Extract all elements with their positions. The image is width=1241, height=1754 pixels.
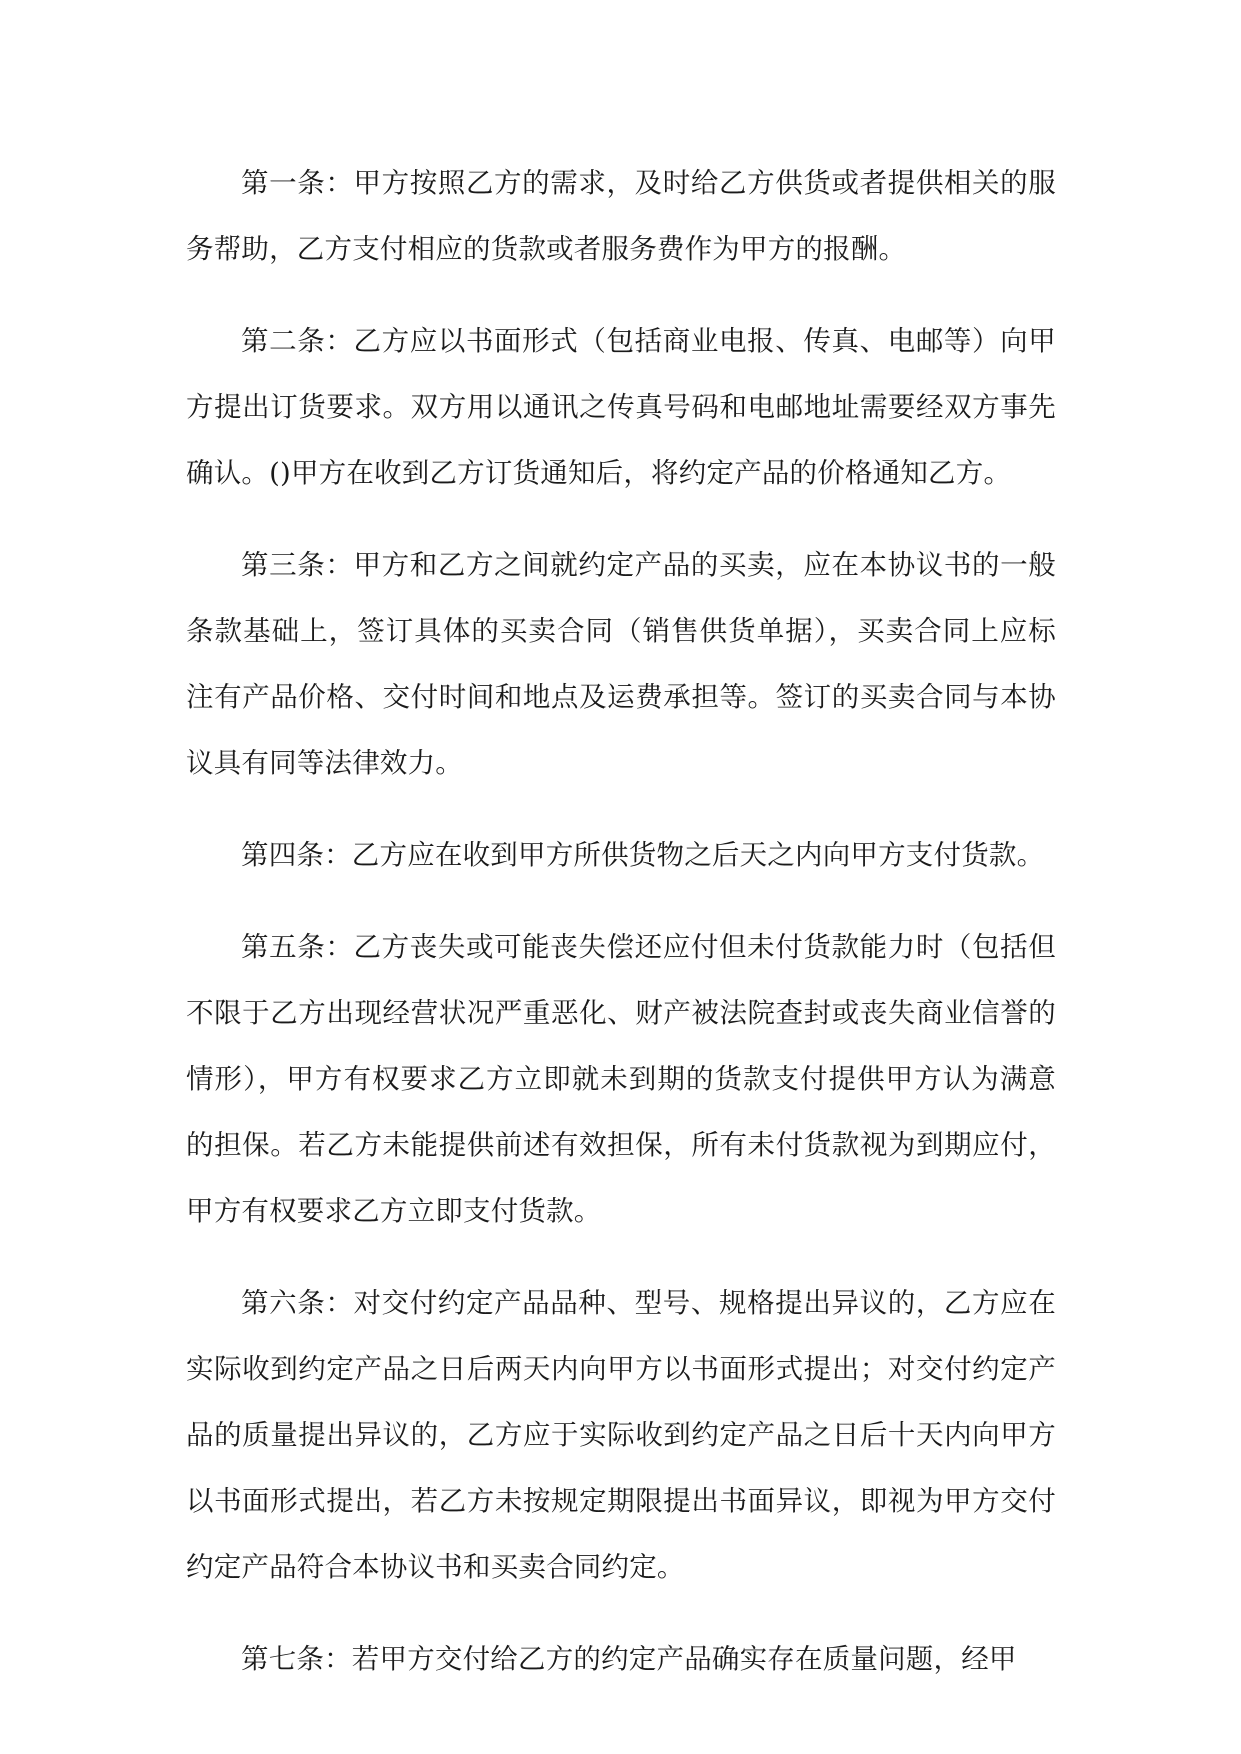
clause-3: 第三条：甲方和乙方之间就约定产品的买卖，应在本协议书的一般条款基础上，签订具体的买卖合同（销售供货单据），买卖合同上应标注有产品价格、交付时间和地点及运费承担等。签订的买卖合同与本协议具有同等法律效力。 <box>186 549 1056 779</box>
clause-6: 第六条：对交付约定产品品种、型号、规格提出异议的，乙方应在实际收到约定产品之日后两天内向甲方以书面形式提出；对交付约定产品的质量提出异议的，乙方应于实际收到约定产品之日后十天内向甲方以书面形式提出，若乙方未按规定期限提出书面异议，即视为甲方交付约定产品符合本协议书和买卖合同约定。 <box>186 1287 1056 1583</box>
clause-4: 第四条：乙方应在收到甲方所供货物之后天之内向甲方支付货款。 <box>241 839 1045 871</box>
clause-5: 第五条：乙方丧失或可能丧失偿还应付但未付货款能力时（包括但不限于乙方出现经营状况严重恶化、财产被法院查封或丧失商业信誉的情形），甲方有权要求乙方立即就未到期的货款支付提供甲方认为满意的担保。若乙方未能提供前述有效担保，所有未付货款视为到期应付，甲方有权要求乙方立即支付货款。 <box>186 931 1056 1227</box>
clause-1: 第一条：甲方按照乙方的需求，及时给乙方供货或者提供相关的服务帮助，乙方支付相应的货款或者服务费作为甲方的报酬。 <box>186 167 1056 265</box>
document-body <box>186 150 1056 1718</box>
clause-2: 第二条：乙方应以书面形式（包括商业电报、传真、电邮等）向甲方提出订货要求。双方用以通讯之传真号码和电邮地址需要经双方事先确认。()甲方在收到乙方订货通知后，将约定产品的价格通知乙方。 <box>186 325 1056 489</box>
clause-7: 第七条：若甲方交付给乙方的约定产品确实存在质量问题，经甲 <box>241 1643 1017 1675</box>
